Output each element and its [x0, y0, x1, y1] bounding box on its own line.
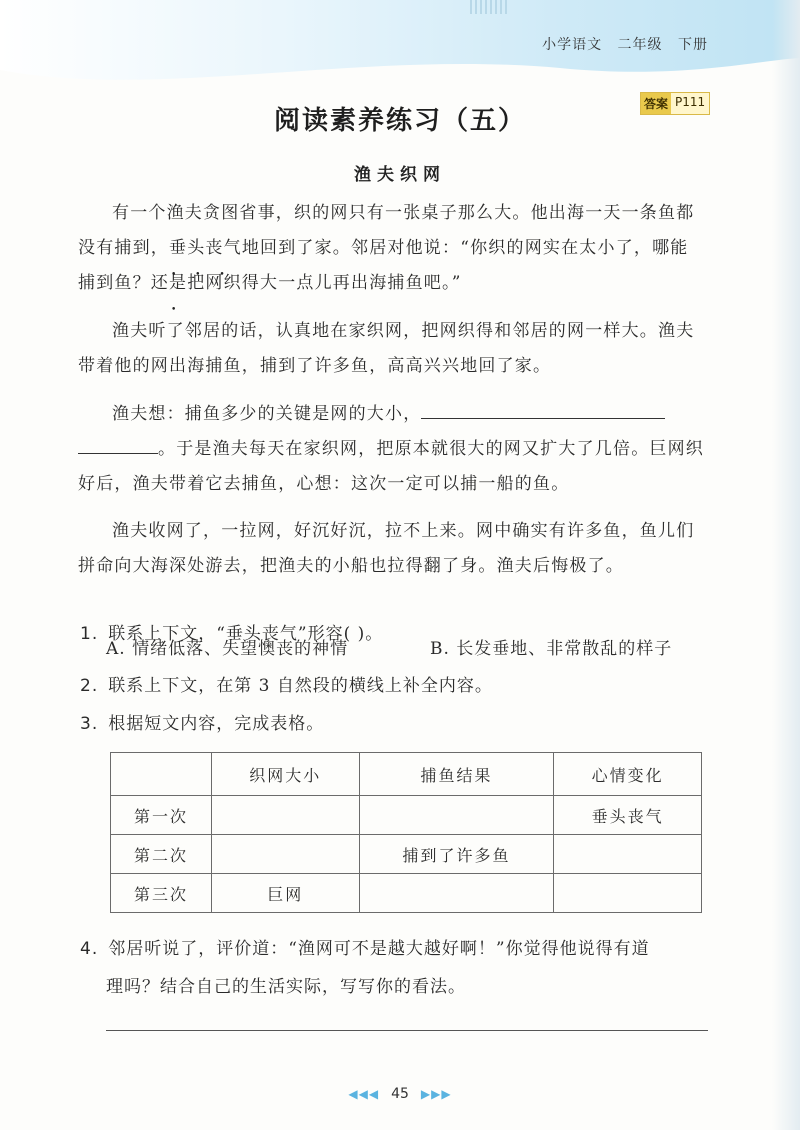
p1-emphasized-phrase: 垂头丧气 • • • •	[169, 238, 242, 258]
table-row	[111, 874, 702, 913]
p3-text-b: 。于是渔夫每天在家织网，把原本就很大的网又扩大了几倍。巨网织好后，渔夫带着它去捕鱼，心想：这次一定可以捕一船的鱼。	[78, 439, 704, 494]
subject-label: 小学语文	[542, 37, 603, 53]
table-row-label: 第二次	[111, 835, 212, 874]
footer-right-arrows-icon: ▶▶▶	[420, 1087, 452, 1101]
table-row-label: 第一次	[111, 796, 212, 835]
p1-text-b: 地回到了家。邻居对他说：“你织的网实在太小了，哪能捕到鱼？还是把网织得大一点儿再出海捕鱼吧。”	[78, 238, 689, 293]
page-number: 45	[391, 1086, 409, 1102]
p3-blank-line-1[interactable]	[421, 404, 665, 419]
p3-blank-line-2[interactable]	[78, 439, 158, 454]
table-header-cell: 捕鱼结果	[359, 753, 554, 796]
story-title: 渔夫织网	[354, 165, 446, 185]
story-paragraph-2: 渔夫听了邻居的话，认真地在家织网，把网织得和邻居的网一样大。渔夫带着他的网出海捕鱼，捕到了许多鱼，高高兴兴地回了家。	[78, 321, 695, 376]
question-4-number: 4.	[80, 939, 99, 959]
question-1-number: 1.	[80, 624, 99, 644]
table-header-cell: 心情变化	[554, 753, 702, 796]
answer-table	[110, 752, 702, 913]
table-cell[interactable]	[211, 835, 359, 874]
story-paragraph-3	[78, 397, 706, 502]
table-row	[111, 796, 702, 835]
volume-label: 下册	[678, 37, 708, 53]
question-2-number: 2.	[80, 676, 99, 696]
table-cell: 垂头丧气	[554, 796, 702, 835]
answer-badge-page: P111	[671, 93, 709, 114]
story-paragraph-1	[78, 196, 706, 301]
question-2-text: 联系上下文，在第 3 自然段的横线上补全内容。	[108, 676, 493, 696]
question-3-number: 3.	[80, 714, 99, 734]
page-title: 阅读素养练习（五）	[273, 106, 526, 136]
question-3-text: 根据短文内容，完成表格。	[108, 714, 325, 734]
question-4-text-line2: 理吗？结合自己的生活实际，写写你的看法。	[106, 977, 466, 997]
table-cell: 巨网	[211, 874, 359, 913]
answer-badge-label: 答案	[641, 93, 671, 114]
table-cell[interactable]	[554, 874, 702, 913]
question-1-text: 联系上下文，“垂头丧气”形容( )。	[108, 624, 384, 644]
header-stripes-decoration	[470, 0, 510, 14]
page-footer	[0, 1086, 800, 1102]
story-paragraph-4: 渔夫收网了，一拉网，好沉好沉，拉不上来。网中确实有许多鱼，鱼儿们拼命向大海深处游去，把渔夫的小船也拉得翻了身。渔夫后悔极了。	[78, 521, 695, 576]
question-4	[80, 930, 710, 1006]
table-header-row	[111, 753, 702, 796]
table-cell[interactable]	[359, 796, 554, 835]
table-cell: 捕到了许多鱼	[359, 835, 554, 874]
table-header-cell	[111, 753, 212, 796]
book-label	[532, 34, 708, 54]
table-cell[interactable]	[359, 874, 554, 913]
table-row	[111, 835, 702, 874]
question-1-option-a: A. 情绪低落、失望懊丧的神情	[106, 639, 349, 659]
question-3	[80, 710, 324, 738]
p1-text-a: 有一个渔夫贪图省事，织的网只有一张桌子那么大。他出海一天一条鱼都没有捕到，	[78, 203, 695, 258]
table-cell[interactable]	[211, 796, 359, 835]
p3-text-a: 渔夫想：捕鱼多少的关键是网的大小，	[112, 404, 422, 424]
answer-writing-line[interactable]	[106, 1030, 708, 1031]
question-4-text-line1: 邻居听说了，评价道：“渔网可不是越大越好啊！”你觉得他说得有道	[108, 939, 650, 959]
grade-label: 二年级	[617, 37, 663, 53]
question-2	[80, 672, 493, 700]
table-cell[interactable]	[554, 835, 702, 874]
footer-left-arrows-icon: ◀◀◀	[348, 1087, 380, 1101]
table-header-cell: 织网大小	[211, 753, 359, 796]
table-row-label: 第三次	[111, 874, 212, 913]
question-1-option-b: B. 长发垂地、非常散乱的样子	[430, 639, 673, 659]
